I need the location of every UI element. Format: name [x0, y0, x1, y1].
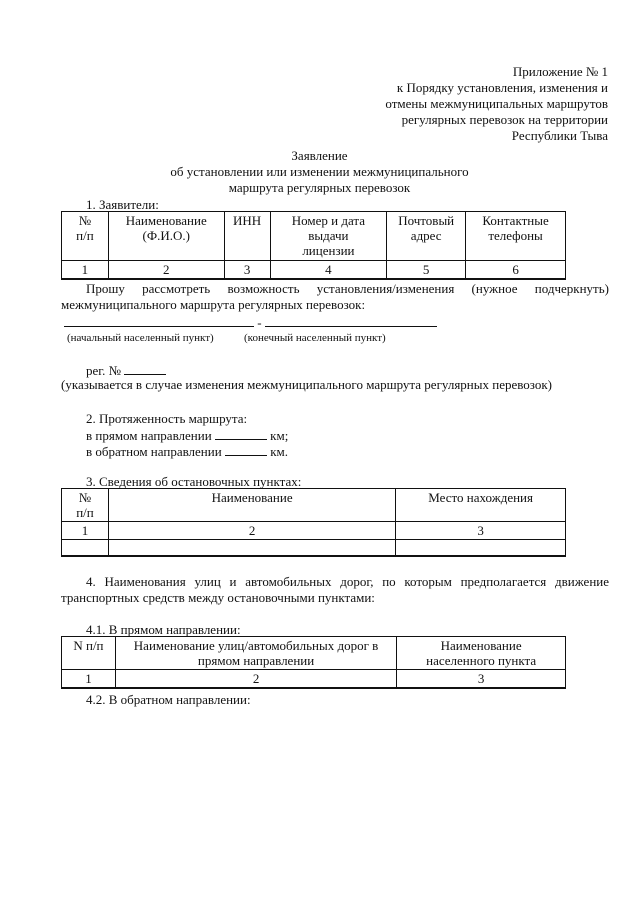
section-heading: 4.2. В обратном направлении: [86, 692, 251, 707]
document-title: Заявление [291, 148, 348, 163]
streets-forward-table [61, 636, 566, 689]
appendix-line: отмены межмуниципальных маршрутов [385, 96, 608, 111]
appendix-line: Республики Тыва [511, 128, 608, 143]
table-cell: 2 [108, 261, 224, 280]
header-text: Контактные телефоны [482, 213, 549, 243]
header-text: Наименование [211, 490, 293, 505]
end-point-line [265, 314, 437, 327]
header-text: Наименование улиц/автомобильных дорог в прямом направлении [133, 638, 379, 668]
forward-length-label: в прямом направлении [86, 428, 212, 443]
reg-number-field [86, 362, 166, 378]
header-text: Почтовый адрес [398, 213, 455, 243]
table-cell: 2 [108, 522, 395, 540]
dash-text: - [257, 315, 262, 330]
table-header-cell [270, 212, 387, 261]
forward-length-field [86, 427, 288, 443]
section-text: 4. Наименования улиц и автомобильных дорог, по которым предполагается движение [86, 574, 609, 589]
header-text: ИНН [233, 213, 262, 228]
table-cell: 5 [387, 261, 466, 280]
table-cell: 3 [224, 261, 270, 280]
appendix-header [385, 64, 608, 144]
unit-text: км; [270, 428, 289, 443]
table-header-cell [62, 637, 116, 670]
appendix-line: регулярных перевозок на территории [401, 112, 608, 127]
table-header-cell [108, 212, 224, 261]
header-text: № п/п [76, 213, 94, 243]
request-line: межмуниципального маршрута регулярных перевозок: [61, 297, 366, 312]
request-line: Прошу рассмотреть возможность установления/изменения (нужное подчеркнуть) [86, 281, 609, 296]
section-text: транспортных средств между остановочными пунктами: [61, 590, 375, 605]
table-cell: 4 [270, 261, 387, 280]
table-header-cell [397, 637, 566, 670]
document-subtitle: маршрута регулярных перевозок [228, 180, 411, 195]
forward-length-line [215, 427, 267, 440]
table-header-cell [396, 489, 566, 522]
table-header-cell [115, 637, 396, 670]
document-subtitle: об установлении или изменении межмуниципального [170, 164, 469, 179]
table-cell: 3 [397, 670, 566, 689]
section-heading: 4.1. В прямом направлении: [86, 622, 241, 637]
table-header-cell [466, 212, 566, 261]
applicants-table [61, 211, 566, 280]
table-cell: 1 [62, 261, 109, 280]
table-header-cell [224, 212, 270, 261]
table-cell: 1 [62, 670, 116, 689]
header-text: № п/п [76, 490, 94, 520]
table-header-cell [108, 489, 395, 522]
backward-length-label: в обратном направлении [86, 444, 222, 459]
section-heading: 3. Сведения об остановочных пунктах: [86, 474, 302, 489]
route-points-field [64, 314, 437, 330]
appendix-line: к Порядку установления, изменения и [396, 80, 608, 95]
unit-text: км. [270, 444, 288, 459]
reg-note: (указывается в случае изменения межмуниципального маршрута регулярных перевозок) [61, 377, 552, 392]
section-heading: 2. Протяженность маршрута: [86, 411, 248, 426]
table-header-cell [387, 212, 466, 261]
table-cell: 1 [62, 522, 109, 540]
stops-table [61, 488, 566, 557]
header-text: Место нахождения [428, 490, 533, 505]
end-point-label: (конечный населенный пункт) [244, 332, 386, 344]
table-cell: 6 [466, 261, 566, 280]
reg-label: рег. № [86, 363, 122, 378]
header-text: Наименование (Ф.И.О.) [125, 213, 207, 243]
table-cell [396, 540, 566, 556]
table-header-cell [62, 489, 109, 522]
appendix-line: Приложение № 1 [512, 64, 608, 79]
table-cell [62, 540, 109, 556]
header-text: Наименование населенного пункта [426, 638, 537, 668]
table-cell [108, 540, 395, 556]
table-header-cell [62, 212, 109, 261]
header-text: N п/п [73, 638, 104, 653]
header-text: Номер и дата выдачи лицензии [291, 213, 366, 258]
section-heading: 1. Заявители: [86, 197, 159, 212]
backward-length-line [225, 443, 267, 456]
reg-number-line [124, 362, 166, 375]
start-point-line [64, 314, 254, 327]
backward-length-field [86, 443, 288, 459]
table-cell: 2 [115, 670, 396, 689]
table-cell: 3 [396, 522, 566, 540]
start-point-label: (начальный населенный пункт) [67, 332, 214, 344]
